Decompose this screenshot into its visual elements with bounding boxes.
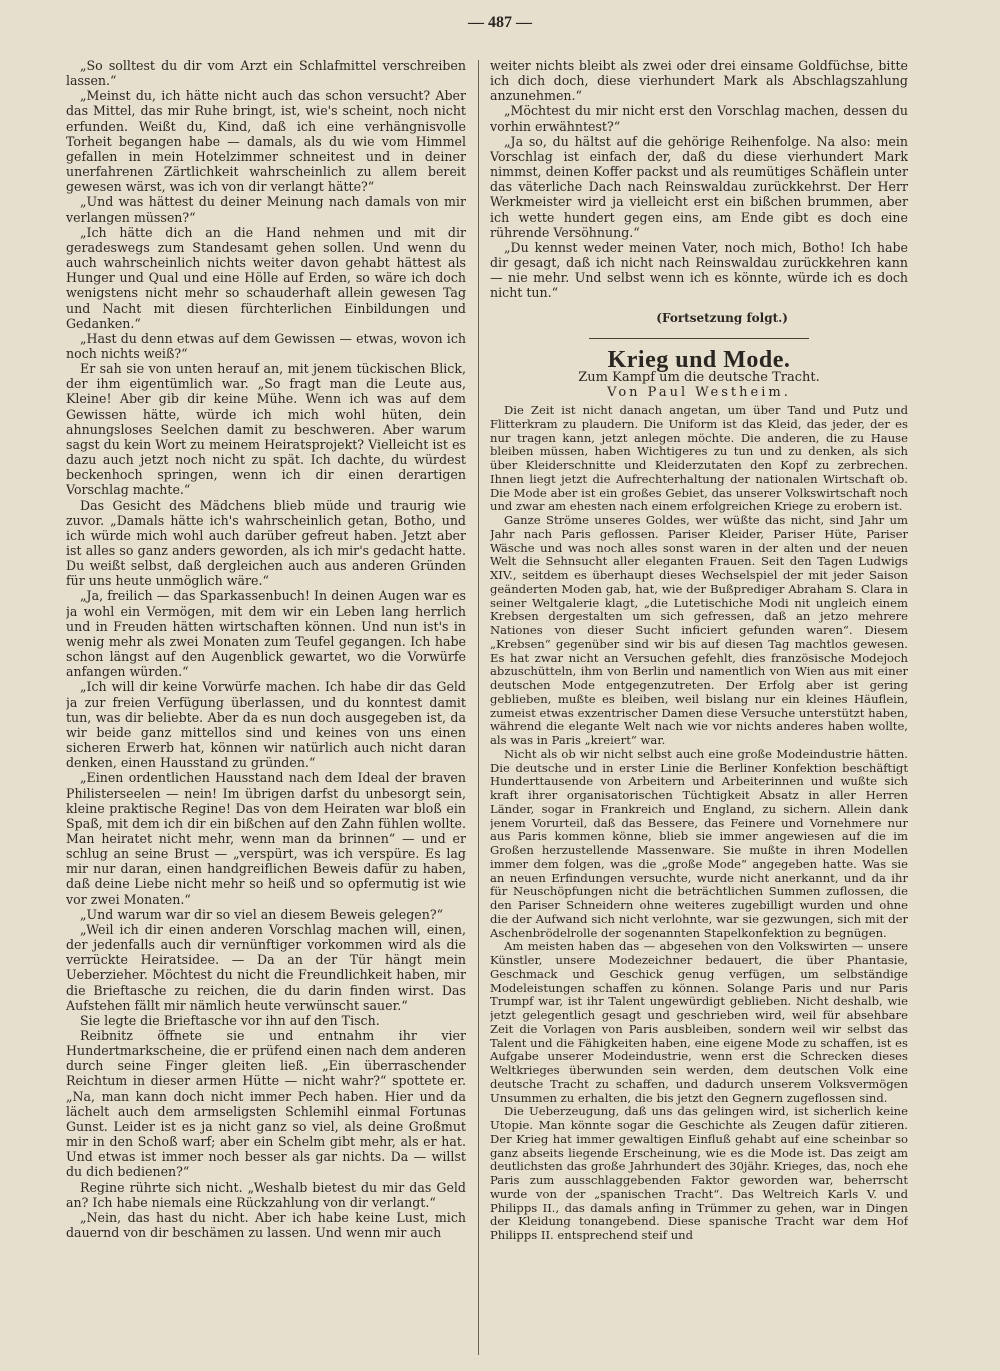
paragraph: Das Gesicht des Mädchens blieb müde und traurig wie zuvor. „Damals hätte ich's wahrscheinlich getan, Botho, und ich würde mich wohl auch darüber gefreut haben. Jetzt aber ist alles so ganz anders geworden, als ich mir's gedacht hatte. Du weißt selbst, daß dergleichen auch aus anderen Gründen für uns heute unmöglich wäre.“ <box>66 497 466 589</box>
paragraph: „Meinst du, ich hätte nicht auch das schon versucht? Aber das Mittel, das mir Ruhe bringt, ist, wie's scheint, noch nicht erfunden. Weißt du, Kind, daß ich eine verhängnisvolle Torheit begangen habe — damals, als du wie vom Himmel gefallen in mein Hotelzimmer schneitest und in deiner unerfahrenen Zärtlichkeit wahrscheinlich zu allem bereit gewesen wärst, was ich von dir verlangt hätte?“ <box>66 88 466 195</box>
paragraph: „Möchtest du mir nicht erst den Vorschlag machen, dessen du vorhin erwähntest?“ <box>490 103 908 134</box>
section-rule <box>589 338 809 339</box>
paragraph: Ganze Ströme unseres Goldes, wer wüßte das nicht, sind Jahr um Jahr nach Paris geflossen. Pariser Kleider, Pariser Hüte, Pariser Wäsche und was noch alles sonst waren in der alten und der neuen Welt die Sehnsucht aller eleganten Frauen. Seit den Tagen Ludwigs XIV., seitdem es überhaupt dieses Wechselspiel der mit jeder Saison geänderten Moden gab, hat, wie der Bußprediger Abraham S. Clara in seiner Weltgalerie klagt, „die Lutetischiche Modi nit ungleich einem Krebsen dergestalten um sich gefressen, daß an jetzo mehrere Nationes von dieser Sucht inficiert gefunden waren“. Diesem „Krebsen“ gegenüber sind wir bis auf diesen Tag machtlos gewesen. Es hat zwar nicht an Versuchen gefehlt, dies französische Modejoch abzuschütteln, ihm von Berlin und namentlich von Wien aus mit einer deutschen Mode entgegenzutreten. Der Erfolg aber ist gering geblieben, mußte es bleiben, weil bislang nur ein kleines Häuflein, zumeist etwas exzentrischer Damen diese Versuche unterstützt haben, während die elegante Welt nach wie vor nichts anderes haben wollte, als was in Paris „kreiert“ war. <box>490 513 908 748</box>
paragraph: „Und warum war dir so viel an diesem Beweis gelegen?“ <box>80 906 444 922</box>
paragraph: „Hast du denn etwas auf dem Gewissen — etwas, wovon ich noch nichts weiß?“ <box>66 330 466 361</box>
paragraph: „Nein, das hast du nicht. Aber ich habe keine Lust, mich dauernd von dir beschämen zu lassen. Und wenn mir auch <box>66 1209 466 1241</box>
paragraph: „Ja so, du hältst auf die gehörige Reihenfolge. Na also: mein Vorschlag ist einfach der, daß du diese vierhundert Mark nimmst, deinen Koffer packst und als reumütiges Schäflein unter das väterliche Dach nach Reinswaldau zurückkehrst. Der Herr Werkmeister wird ja vielleicht erst ein bißchen brummen, aber ich wette hundert gegen eins, am Ende gibt es doch eine rührende Versöhnung.“ <box>490 133 908 240</box>
paragraph: Regine rührte sich nicht. „Weshalb bietest du mir das Geld an? Ich habe niemals eine Rückzahlung von dir verlangt.“ <box>66 1179 466 1210</box>
continued-note: (Fortsetzung folgt.) <box>656 310 788 325</box>
paragraph: Er sah sie von unten herauf an, mit jenem tückischen Blick, der ihm eigentümlich war. „So fragt man die Leute aus, Kleine! Aber gib dir keine Mühe. Wenn ich was auf dem Gewissen hätte, würde ich mich wohl hüten, dein ahnungsloses Seelchen damit zu beschweren. Aber warum sagst du kein Wort zu meinem Heiratsprojekt? Vielleicht ist es dazu auch jetzt noch nicht zu spät. Ich dachte, du würdest beckenhoch springen, wenn ich dir einen derartigen Vorschlag machte.“ <box>66 361 466 498</box>
paragraph: Die Zeit ist nicht danach angetan, um über Tand und Putz und Flitterkram zu plaudern. Die Uniform ist das Kleid, das jeder, der es nur tragen kann, jetzt anlegen möchte. Die anderen, die zu Hause bleiben müssen, haben Wichtigeres zu tun und zu denken, als sich über Kleiderschnitte und Kleiderzutaten den Kopf zu zerbrechen. Ihnen liegt jetzt die Aufrechterhaltung der nationalen Wirtschaft ob. Die Mode aber ist ein großes Gebiet, das unserer Volkswirtschaft noch und zwar am ehesten nach einem erfolgreichen Kriege zu erobern ist. <box>490 403 908 514</box>
paragraph: Sie legte die Brieftasche vor ihn auf den Tisch. <box>80 1012 380 1028</box>
paragraph: „So solltest du dir vom Arzt ein Schlafmittel verschreiben lassen.“ <box>66 58 466 89</box>
column-divider <box>478 60 479 1355</box>
article-title: Krieg und Mode. <box>607 346 791 373</box>
paragraph: Reibnitz öffnete sie und entnahm ihr vier Hundertmarkscheine, die er prüfend einen nach dem anderen durch seine Finger gleiten ließ. „Ein überraschender Reichtum in dieser armen Hütte — nicht wahr?“ spottete er. „Na, man kann doch nicht immer Pech haben. Hier und da lächelt auch dem armseligsten Schlemihl einmal Fortunas Gunst. Leider ist es ja nicht ganz so viel, als deine Großmut mir in den Schoß warf; aber ein Schelm gibt mehr, als er hat. Und etwas ist immer noch besser als gar nichts. Da — willst du dich bedienen?“ <box>66 1028 466 1180</box>
paragraph: Nicht als ob wir nicht selbst auch eine große Modeindustrie hätten. Die deutsche und in erster Linie die Berliner Konfektion beschäftigt Hunderttausende von Arbeitern und Arbeiterinnen und wußte sich kraft ihrer organisatorischen Tüchtigkeit Absatz in aller Herren Länder, sogar in Frankreich und England, zu sichern. Allein dank jenem Vorurteil, daß das Bessere, das Feinere und Vornehmere nur aus Paris kommen könne, blieb sie immer angewiesen auf die im Großen herzustellende Massenware. Sie mußte in ihren Modellen immer dem folgen, was die „große Mode“ angegeben hatte. Was sie an neuen Erfindungen versuchte, wurde nicht anerkannt, und da ihr für Neuschöpfungen nicht die beträchtlichen Summen zuflossen, die den Pariser Schneidern ohne weiteres zugebilligt wurden und ohne die der Aufwand sich nicht verlohnte, war sie gezwungen, sich mit der Aschenbrödelrolle der sogenannten Stapelkonfektion zu begnügen. <box>490 746 908 940</box>
paragraph: „Du kennst weder meinen Vater, noch mich, Botho! Ich habe dir gesagt, daß ich nicht nach Reinswaldau zurückkehren kann — nie mehr. Und selbst wenn ich es könnte, würde ich es doch nicht tun.“ <box>490 239 908 301</box>
article-body <box>490 404 908 1243</box>
paragraph: Am meisten haben das — abgesehen von den Volkswirten — unsere Künstler, unsere Modezeichner bedauert, die über Phantasie, Geschmack und Geschick genug verfügen, um selbständige Modeleistungen schaffen zu können. Solange Paris und nur Paris Trumpf war, ist ihr Talent ungewürdigt geblieben. Nicht deshalb, wie jetzt gelegentlich gesagt und geschrieben wird, weil für absehbare Zeit die Vorlagen von Paris ausbleiben, sondern weil wir selbst das Talent und die Fähigkeiten haben, eine eigene Mode zu schaffen, ist es Aufgabe unserer Modeindustrie, wenn erst die Schrecken dieses Weltkrieges überwunden sein werden, dem deutschen Volk eine deutsche Tracht zu schaffen, und dadurch unserem Volksvermögen Unsummen zu erhalten, die bis jetzt den Gegnern zugeflossen sind. <box>490 939 908 1105</box>
paragraph: „Weil ich dir einen anderen Vorschlag machen will, einen, der jedenfalls auch dir vernünftiger vorkommen wird als die verrückte Heiratsidee. — Da an der Tür hängt mein Ueberzieher. Möchtest du nicht die Freundlichkeit haben, mir die Brieftasche zu reichen, die du darin finden wirst. Das Aufstehen fällt mir nämlich heute verwünscht sauer.“ <box>66 921 466 1013</box>
left-column <box>66 58 466 1358</box>
paragraph: „Und was hättest du deiner Meinung nach damals von mir verlangen müssen?“ <box>66 194 466 225</box>
paragraph: Die Ueberzeugung, daß uns das gelingen wird, ist sicherlich keine Utopie. Man könnte sogar die Geschichte als Zeugen dafür zitieren. Der Krieg hat immer gewaltigen Einfluß gehabt auf eine scheinbar so ganz abseits liegende Erscheinung, wie es die Mode ist. Das zeigt am deutlichsten das große Jahrhundert des 30jähr. Krieges, das, noch ehe Paris zum ausschlaggebenden Faktor geworden war, beherrscht wurde von der „spanischen Tracht“. Das Weltreich Karls V. und Philipps II., das damals anfing in Trümmer zu gehen, war in Dingen der Kleidung tonangebend. Diese spanische Tracht war dem Hof Philipps II. entsprechend steif und <box>490 1104 908 1243</box>
right-column <box>490 58 908 1358</box>
article-subtitle: Zum Kampf um die deutsche Tracht. <box>578 369 820 385</box>
article-byline: Von Paul Westheim. <box>607 384 791 400</box>
paragraph: „Einen ordentlichen Hausstand nach dem Ideal der braven Philisterseelen — nein! Im übrigen darfst du unbesorgt sein, kleine praktische Regine! Das von dem Heiraten war bloß ein Spaß, mit dem ich dir ein bißchen auf den Zahn fühlen wollte. Man heiratet nicht mehr, wenn man da brinnen“ — und er schlug an seine Brust — „verspürt, was ich verspüre. Es lag mir nur daran, einen handgreiflichen Beweis dafür zu haben, daß deine Liebe nicht mehr so heiß und so opfermutig ist wie vor zwei Monaten.“ <box>66 770 466 907</box>
paragraph: weiter nichts bleibt als zwei oder drei einsame Goldfüchse, bitte ich dich doch, diese vierhundert Mark als Abschlagszahlung anzunehmen.“ <box>490 58 908 104</box>
paragraph: „Ich will dir keine Vorwürfe machen. Ich habe dir das Geld ja zur freien Verfügung überlassen, und du konntest damit tun, was dir beliebte. Aber da es nun doch ausgegeben ist, da wir beide ganz mittellos sind und keines von uns einen sicheren Erwerb hat, können wir natürlich auch nicht daran denken, einen Hausstand zu gründen.“ <box>66 679 466 771</box>
paragraph: „Ich hätte dich an die Hand nehmen und mit dir geradeswegs zum Standesamt gehen sollen. Und wenn du auch wahrscheinlich nichts weiter davon gehabt hättest als Hunger und Qual und eine Hölle auf Erden, so wäre ich doch wenigstens nicht mehr so schauderhaft allein gewesen Tag und Nacht mit diesen fürchterlichen Einbildungen und Gedanken.“ <box>66 224 466 331</box>
page-number: — 487 — <box>468 14 532 31</box>
paragraph: „Ja, freilich — das Sparkassenbuch! In deinen Augen war es ja wohl ein Vermögen, mit dem wir ein Leben lang herrlich und in Freuden hätten wirtschaften können. Und nun ist's in wenig mehr als zwei Monaten zum Teufel gegangen. Ich habe schon längst auf den Augenblick gewartet, wo die Vorwürfe anfangen würden.“ <box>66 588 466 680</box>
